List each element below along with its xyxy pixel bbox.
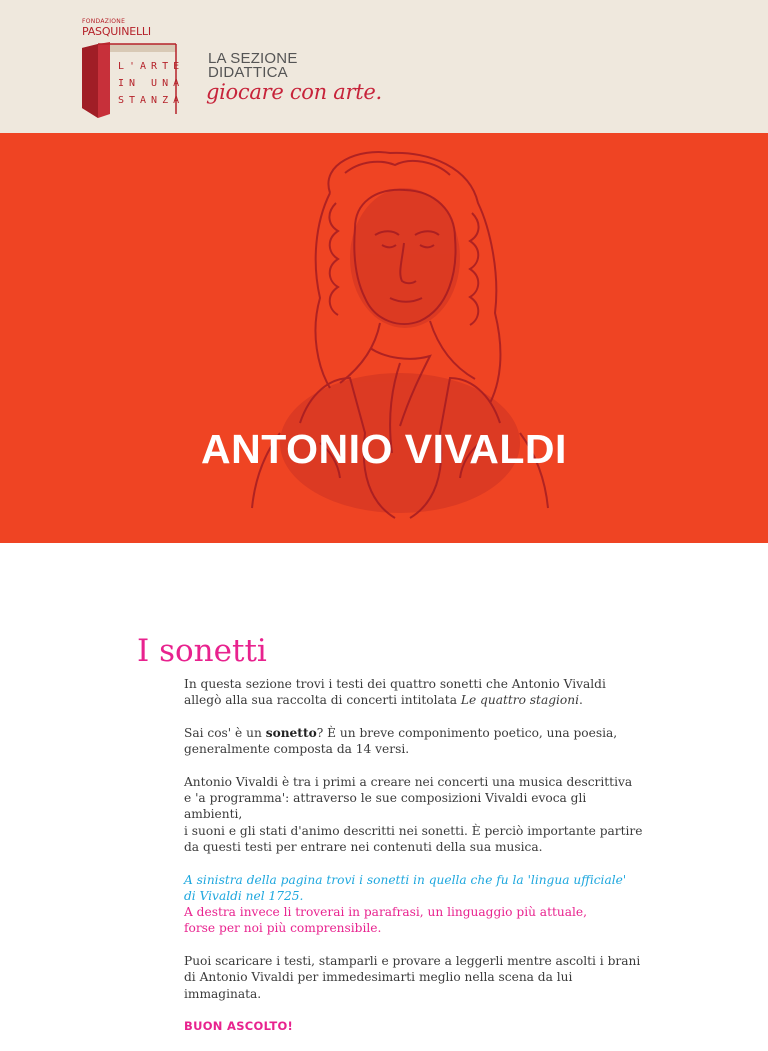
logo-name-text: PASQUINELLI: [82, 25, 151, 38]
logo-motto-line: L'ARTE: [118, 61, 185, 72]
intro-body: [184, 676, 644, 1051]
book-title: Le quattro stagioni: [460, 693, 579, 708]
logo-motto-line: STANZA: [118, 95, 185, 106]
paragraph-sonetto: [184, 725, 644, 758]
text-line: ? È un breve componimento poetico, una poesia,: [316, 725, 618, 740]
text-line: Antonio Vivaldi è tra i primi a creare nei concerti una musica descrittiva: [184, 774, 633, 789]
text-line: Sai cos' è un: [184, 725, 266, 740]
text-line: generalmente composta da 14 versi.: [184, 742, 410, 757]
hero-banner: [0, 133, 768, 543]
section-label-line2: DIDATTICA: [208, 64, 288, 81]
note-right-line: forse per noi più comprensibile.: [184, 921, 382, 936]
text-line: Puoi scaricare i testi, stamparli e provare a leggerli mentre ascolti i brani: [184, 954, 641, 969]
text-line: In questa sezione trovi i testi dei quattro sonetti che Antonio Vivaldi: [184, 677, 606, 691]
closing-text: BUON ASCOLTO!: [184, 1019, 294, 1034]
vivaldi-portrait-icon: [0, 133, 768, 543]
keyword-sonetto: sonetto: [265, 725, 317, 740]
text-line: da questi testi per entrare nei contenuti della sua musica.: [184, 839, 543, 854]
text-line: .: [579, 693, 583, 708]
note-right-line: A destra invece li troverai in parafrasi, un linguaggio più attuale,: [184, 905, 587, 920]
tagline: giocare con arte.: [206, 80, 382, 104]
section-title: I sonetti: [137, 632, 267, 669]
paragraph-intro: [184, 676, 644, 709]
logo-foundation-text: FONDAZIONE: [82, 18, 126, 25]
text-line: e 'a programma': attraverso le sue composizioni Vivaldi evoca gli ambienti,: [184, 791, 587, 822]
text-line: allegò alla sua raccolta di concerti intitolata: [184, 693, 461, 708]
logo-motto: [118, 58, 184, 109]
fondazione-pasquinelli-logo[interactable]: [80, 18, 185, 122]
text-line: i suoni e gli stati d'animo descritti nei sonetti. È perciò importante partire: [184, 823, 643, 838]
page-header: [0, 0, 768, 133]
paragraph-closing: [184, 1018, 644, 1034]
section-label: [208, 52, 298, 80]
paragraph-download: [184, 953, 644, 1002]
note-left-line: A sinistra della pagina trovi i sonetti in quella che fu la 'lingua ufficiale': [184, 872, 627, 887]
page-title: ANTONIO VIVALDI: [201, 426, 567, 472]
logo-motto-line: IN UNA: [118, 78, 185, 89]
note-left-line: di Vivaldi nel 1725.: [184, 888, 304, 903]
paragraph-programma: [184, 774, 644, 855]
section-label-line1: LA SEZIONE: [208, 50, 298, 67]
text-line: di Antonio Vivaldi per immedesimarti meglio nella scena da lui immaginata.: [184, 970, 573, 1001]
paragraph-layout-note: [184, 872, 644, 937]
